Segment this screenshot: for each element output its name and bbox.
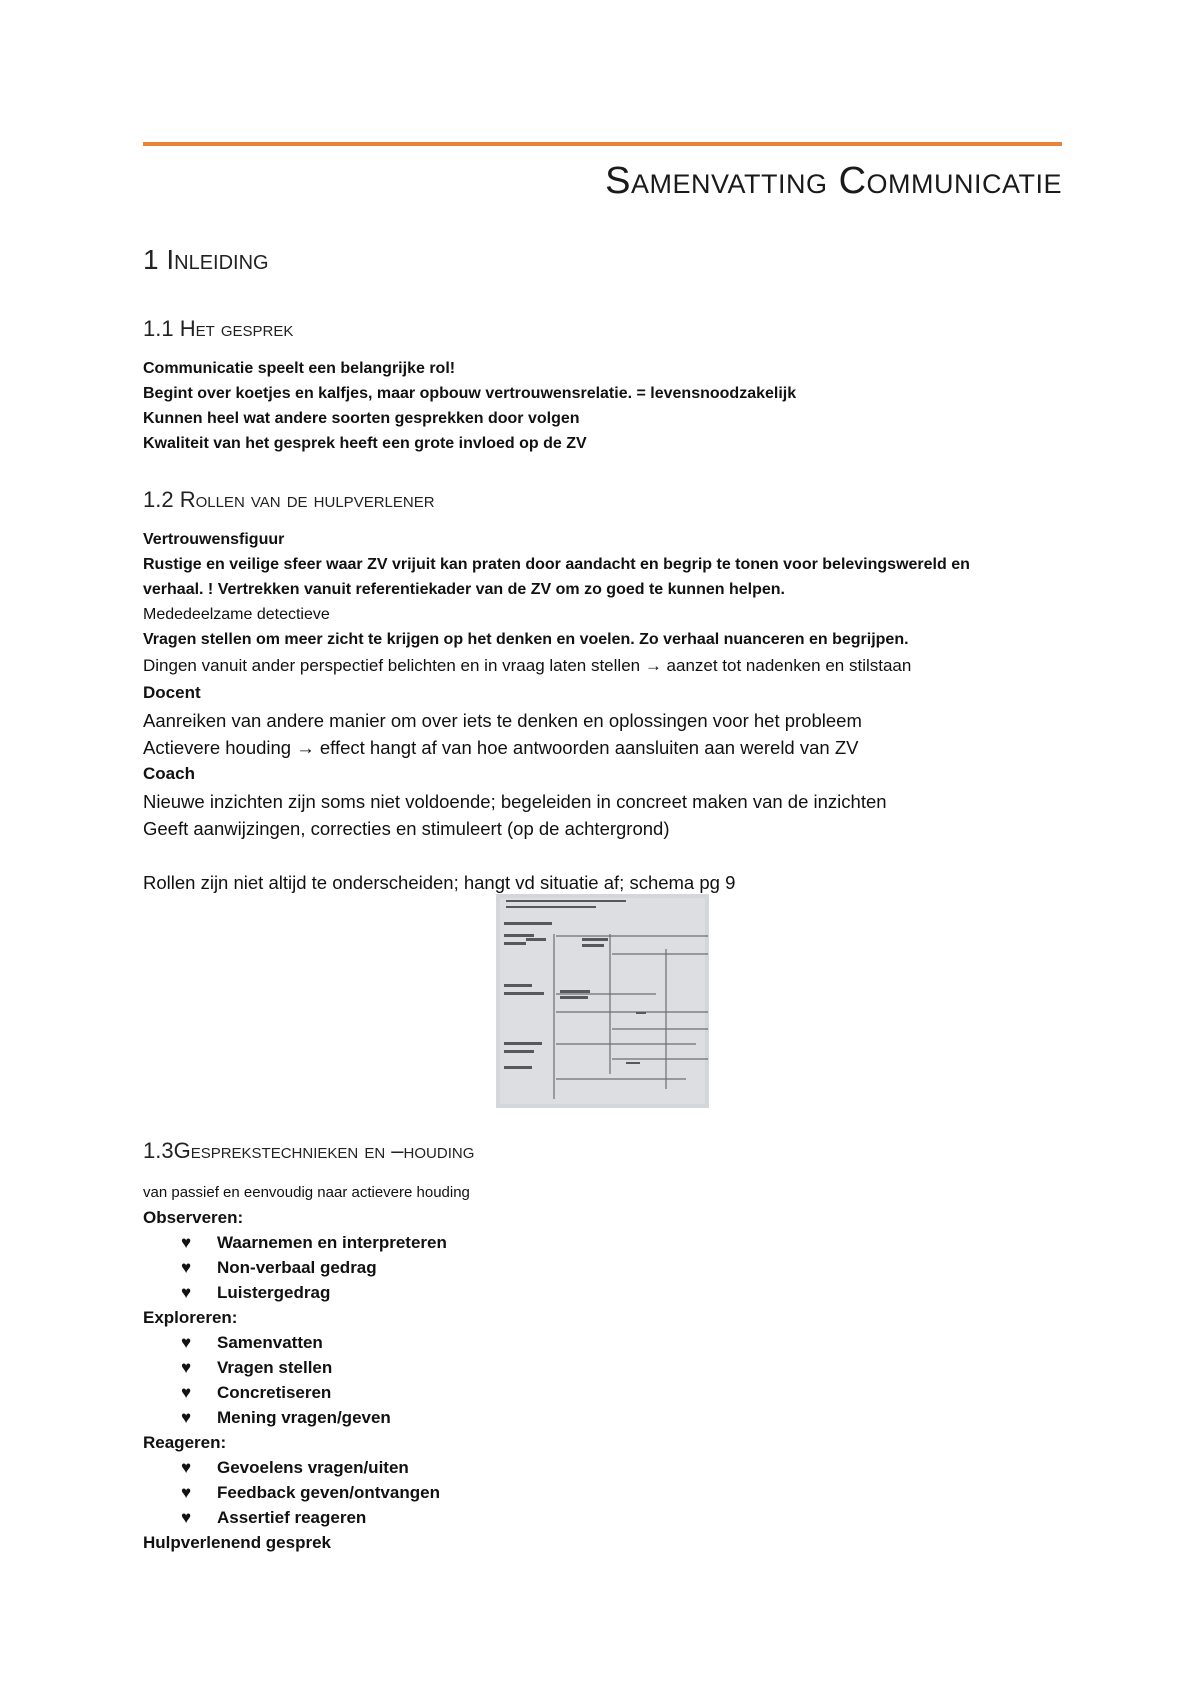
- role-title-coach: Coach: [143, 764, 195, 783]
- paragraph-line: Nieuwe inzichten zijn soms niet voldoende; begeleiden in concreet maken van de inzichten: [143, 791, 887, 812]
- paragraph-line: Actievere houding → effect hangt af van hoe antwoorden aansluiten aan wereld van ZV: [143, 737, 859, 758]
- list-item: Waarnemen en interpreteren: [217, 1233, 447, 1252]
- list-item: Feedback geven/ontvangen: [217, 1483, 440, 1502]
- list-item: Assertief reageren: [217, 1508, 367, 1527]
- paragraph-line: Dingen vanuit ander perspectief belichten en in vraag laten stellen → aanzet tot nadenken en stilstaan: [143, 656, 912, 675]
- heading-inleiding: 1 Inleiding: [143, 244, 269, 275]
- list-item: Vragen stellen: [217, 1358, 333, 1377]
- paragraph-line: Kunnen heel wat andere soorten gesprekken door volgen: [143, 410, 580, 427]
- role-title-detectieve: Mededeelzame detectieve: [143, 606, 330, 623]
- group-title-observeren: Observeren:: [143, 1208, 244, 1227]
- schema-image: [496, 894, 709, 1108]
- list-item: Concretiseren: [217, 1383, 332, 1402]
- list-item: Samenvatten: [217, 1333, 323, 1352]
- heart-bullet-icon: ♥: [181, 1233, 192, 1252]
- heading-rollen: 1.2 Rollen van de hulpverlener: [143, 487, 435, 512]
- list-item: Non-verbaal gedrag: [217, 1258, 377, 1277]
- heading-gesprekstechnieken: 1.3Gesprekstechnieken en –houding: [143, 1138, 475, 1163]
- paragraph-line: verhaal. ! Vertrekken vanuit referentiekader van de ZV om zo goed te kunnen helpen.: [143, 581, 785, 598]
- header-rule: [143, 142, 1062, 146]
- heart-bullet-icon: ♥: [181, 1483, 192, 1502]
- paragraph-line: Kwaliteit van het gesprek heeft een grote invloed op de ZV: [143, 435, 587, 452]
- heart-bullet-icon: ♥: [181, 1458, 192, 1477]
- role-title-docent: Docent: [143, 683, 201, 702]
- list-item: Luistergedrag: [217, 1283, 331, 1302]
- document-title: Samenvatting Communicatie: [605, 160, 1062, 202]
- list-item: Mening vragen/geven: [217, 1408, 391, 1427]
- list-item: Gevoelens vragen/uiten: [217, 1458, 409, 1477]
- heading-het-gesprek: 1.1 Het gesprek: [143, 316, 294, 341]
- heart-bullet-icon: ♥: [181, 1283, 192, 1302]
- paragraph-line: Rustige en veilige sfeer waar ZV vrijuit kan praten door aandacht en begrip te tonen voor belevingswereld en: [143, 556, 970, 573]
- group-title-reageren: Reageren:: [143, 1433, 227, 1452]
- paragraph-line: Vragen stellen om meer zicht te krijgen op het denken en voelen. Zo verhaal nuanceren en begrijpen.: [143, 631, 909, 648]
- heart-bullet-icon: ♥: [181, 1358, 192, 1377]
- heart-bullet-icon: ♥: [181, 1333, 192, 1352]
- heart-bullet-icon: ♥: [181, 1508, 192, 1527]
- paragraph-line: Rollen zijn niet altijd te onderscheiden; hangt vd situatie af; schema pg 9: [143, 872, 736, 893]
- intro-line: van passief en eenvoudig naar actievere houding: [143, 1184, 470, 1201]
- paragraph-line: Communicatie speelt een belangrijke rol!: [143, 360, 456, 377]
- heart-bullet-icon: ♥: [181, 1383, 192, 1402]
- heart-bullet-icon: ♥: [181, 1258, 192, 1277]
- heart-bullet-icon: ♥: [181, 1408, 192, 1427]
- paragraph-line: Begint over koetjes en kalfjes, maar opbouw vertrouwensrelatie. = levensnoodzakelijk: [143, 385, 797, 402]
- paragraph-line: Aanreiken van andere manier om over iets te denken en oplossingen voor het probleem: [143, 710, 862, 731]
- group-title-hulpverlenend: Hulpverlenend gesprek: [143, 1533, 332, 1552]
- role-title-vertrouwensfiguur: Vertrouwensfiguur: [143, 531, 285, 548]
- paragraph-line: Geeft aanwijzingen, correcties en stimuleert (op de achtergrond): [143, 818, 670, 839]
- group-title-exploreren: Exploreren:: [143, 1308, 238, 1327]
